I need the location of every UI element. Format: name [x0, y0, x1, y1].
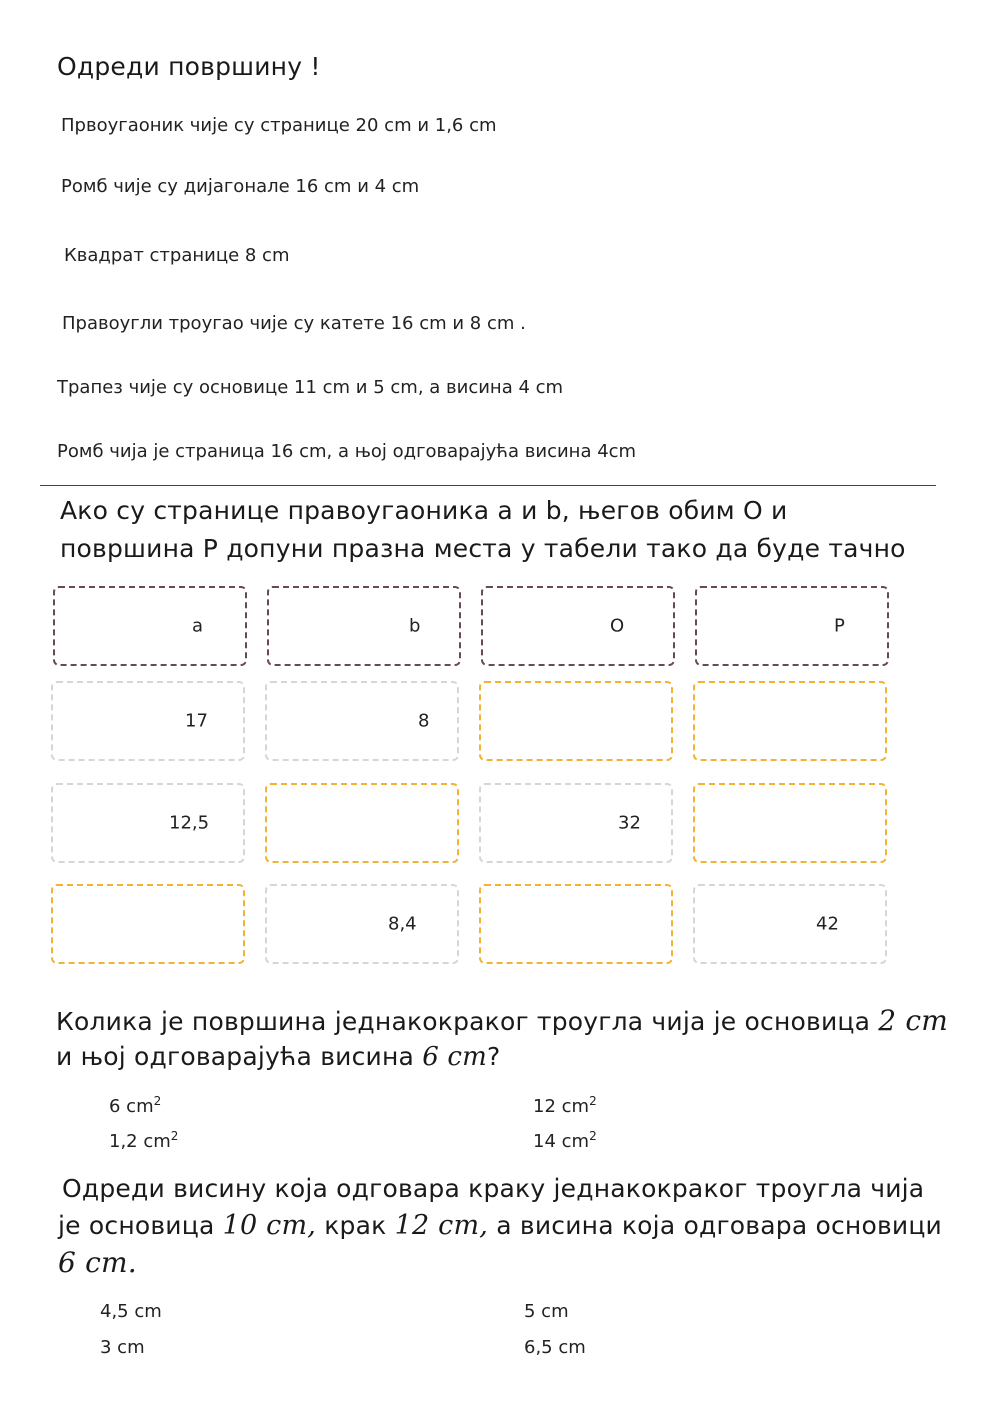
table-blank-r2-p[interactable] [693, 783, 887, 863]
task-item-3: Квадрат странице 8 cm [64, 245, 290, 266]
answer-option-6[interactable]: 5 cm [524, 1301, 569, 1322]
answer-option-3[interactable]: 1,2 $cm^2$ [109, 1129, 179, 1152]
task-item-2: Ромб чије су дијагонале 16 cm и 4 cm [61, 176, 420, 197]
answer-option-1[interactable]: 6 $cm^2$ [109, 1094, 162, 1117]
table-header-b: b [267, 586, 461, 666]
table-header-a: a [53, 586, 247, 666]
section3-question-line2: и њој одговарајућа висина 6 cm? [56, 1042, 501, 1072]
table-blank-r1-p[interactable] [693, 681, 887, 761]
answer-option-8[interactable]: 6,5 cm [524, 1337, 586, 1358]
table-cell-r1-a: 17 [51, 681, 245, 761]
table-blank-r3-o[interactable] [479, 884, 673, 964]
answer-option-2[interactable]: 12 $cm^2$ [533, 1094, 597, 1117]
task-item-4: Правоугли троугао чије су катете 16 cm и 8 cm . [62, 313, 526, 334]
table-blank-r2-b[interactable] [265, 783, 459, 863]
task-item-1: Првоугаоник чије су странице 20 cm и 1,6 cm [61, 115, 497, 136]
table-cell-r2-a: 12,5 [51, 783, 245, 863]
task-item-5: Трапез чије су основице 11 cm и 5 cm, а висина 4 cm [57, 377, 564, 398]
table-blank-r1-o[interactable] [479, 681, 673, 761]
section4-question-line2: је основица 10 cm, крак 12 cm, а висина која одговара основици [58, 1210, 943, 1241]
section2-line2: површина P допуни празна места у табели тако да буде тачно [60, 534, 906, 563]
table-blank-r3-a[interactable] [51, 884, 245, 964]
section4-question-line1: Одреди висину која одговара краку једнакокраког троугла чија [62, 1174, 925, 1203]
answer-option-4[interactable]: 14 $cm^2$ [533, 1129, 597, 1152]
section1-title: Одреди површину ! [57, 52, 321, 81]
table-header-o: O [481, 586, 675, 666]
section2-line1: Ако су странице правоугаоника a и b, његов обим O и [60, 496, 788, 525]
section4-question-line3: 6 cm. [58, 1246, 137, 1279]
section3-question-line1: Колика је површина једнакокраког троугла чија је основица 2 cm [56, 1004, 949, 1037]
section-divider [40, 485, 936, 486]
answer-option-5[interactable]: 4,5 cm [100, 1301, 162, 1322]
table-cell-r1-b: 8 [265, 681, 459, 761]
task-item-6: Ромб чија је страница 16 cm, а њој одговарајућа висина 4cm [57, 441, 637, 462]
table-cell-r3-b: 8,4 [265, 884, 459, 964]
table-cell-r3-p: 42 [693, 884, 887, 964]
table-cell-r2-o: 32 [479, 783, 673, 863]
answer-option-7[interactable]: 3 cm [100, 1337, 145, 1358]
table-header-p: P [695, 586, 889, 666]
